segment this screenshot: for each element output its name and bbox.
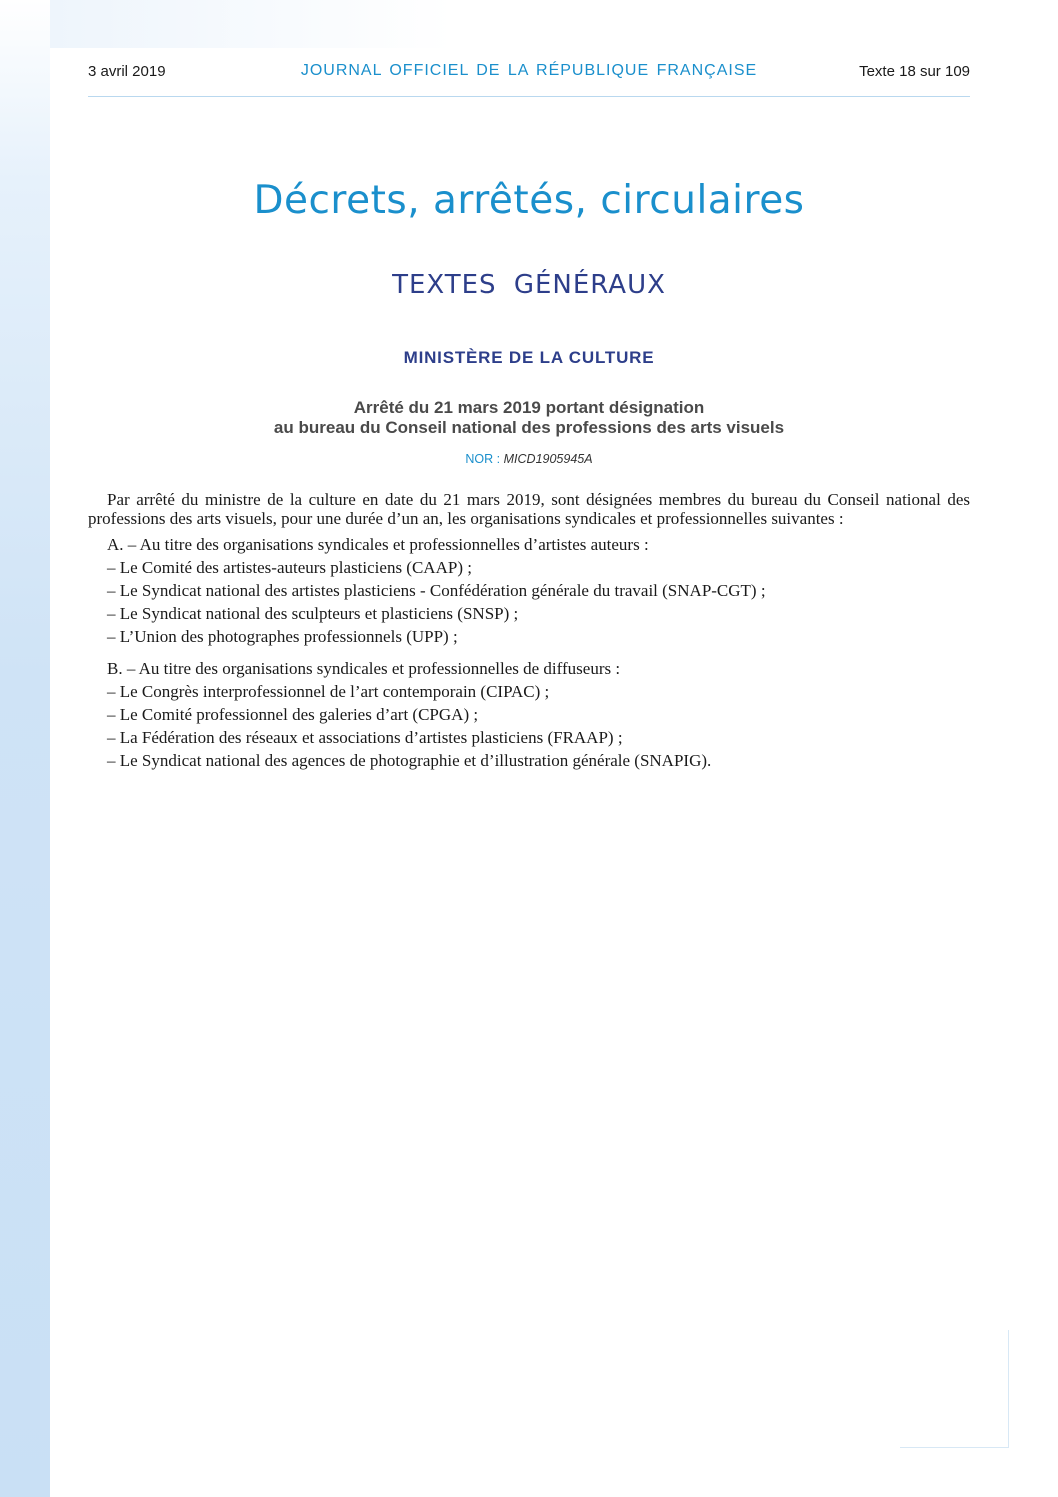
main-title: Décrets, arrêtés, circulaires bbox=[253, 178, 805, 223]
header-divider bbox=[88, 96, 970, 97]
arrete-title-line-1: Arrêté du 21 mars 2019 portant désignation bbox=[353, 398, 705, 417]
nor-code: MICD1905945A bbox=[503, 452, 593, 466]
list-item: – Le Comité professionnel des galeries d’art (CPGA) ; bbox=[107, 705, 479, 724]
publication-date: 3 avril 2019 bbox=[88, 63, 166, 80]
list-item: – Le Syndicat national des artistes plasticiens - Confédération générale du travail (SNAP-CGT) ; bbox=[107, 581, 766, 600]
list-item: – Le Syndicat national des agences de photographie et d’illustration générale (SNAPIG). bbox=[107, 751, 712, 770]
side-decorative-band bbox=[0, 0, 50, 1497]
page-header bbox=[88, 60, 970, 86]
intro-paragraph: Par arrêté du ministre de la culture en date du 21 mars 2019, sont désignées membres du bureau du Conseil national des professions des arts visuels, pour une durée d’un an, les organisations syndicales et professionnelles suivantes : bbox=[88, 490, 970, 528]
section-title: TEXTES GÉNÉRAUX bbox=[392, 270, 666, 300]
group-b-heading: B. – Au titre des organisations syndicales et professionnelles de diffuseurs : bbox=[107, 659, 621, 678]
nor-label: NOR : bbox=[465, 452, 501, 466]
frame-corner-line bbox=[900, 1447, 1008, 1448]
arrete-title-line-2: au bureau du Conseil national des professions des arts visuels bbox=[273, 418, 785, 437]
group-spacer bbox=[88, 648, 970, 652]
group-a-heading: A. – Au titre des organisations syndicales et professionnelles d’artistes auteurs : bbox=[107, 535, 649, 554]
nor-reference bbox=[0, 452, 1058, 466]
text-number: Texte 18 sur 109 bbox=[859, 63, 970, 80]
list-item: – Le Comité des artistes-auteurs plasticiens (CAAP) ; bbox=[107, 558, 472, 577]
list-item: – Le Syndicat national des sculpteurs et plasticiens (SNSP) ; bbox=[107, 604, 519, 623]
arrete-title bbox=[0, 398, 1058, 438]
list-item: – La Fédération des réseaux et associations d’artistes plasticiens (FRAAP) ; bbox=[107, 728, 623, 747]
list-item: – Le Congrès interprofessionnel de l’art contemporain (CIPAC) ; bbox=[107, 682, 550, 701]
ministry-heading: MINISTÈRE DE LA CULTURE bbox=[403, 348, 655, 367]
journal-name: JOURNAL OFFICIEL DE LA RÉPUBLIQUE FRANÇAISE bbox=[300, 62, 758, 79]
body-text bbox=[88, 490, 970, 772]
frame-corner-line bbox=[1008, 1330, 1009, 1448]
list-item: – L’Union des photographes professionnels (UPP) ; bbox=[107, 627, 458, 646]
top-decorative-band bbox=[50, 0, 1058, 48]
